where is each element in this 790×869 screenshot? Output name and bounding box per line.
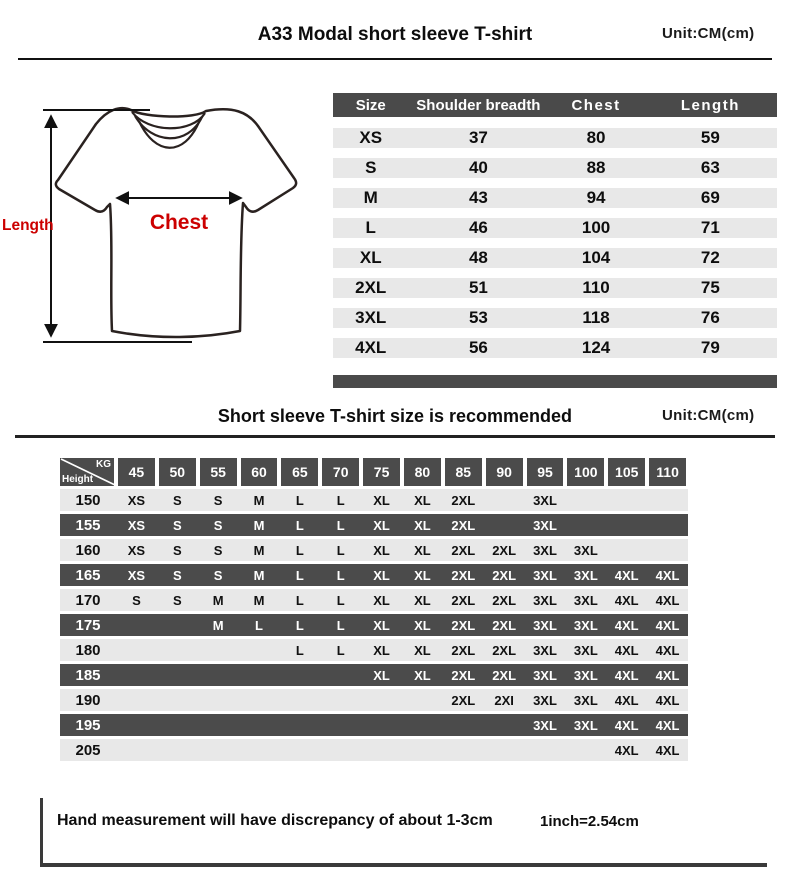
size-table-header: [333, 93, 777, 117]
matrix-size-cell: 3XL: [533, 567, 557, 583]
divider-line-top: [18, 58, 772, 60]
matrix-size-cell: 3XL: [573, 667, 598, 683]
matrix-size-cell: XL: [373, 517, 390, 533]
weight-header-cell: [484, 458, 525, 489]
size-cell-shoulder: 46: [468, 218, 488, 237]
matrix-size-cell: XL: [414, 517, 431, 533]
matrix-size-cell: 4XL: [655, 667, 680, 683]
size-table-row: [333, 188, 777, 208]
weight-header-cell: [647, 458, 688, 489]
matrix-size-cell: XL: [414, 567, 431, 583]
size-cell-shoulder: 37: [468, 128, 488, 147]
matrix-row-170: [60, 589, 688, 614]
matrix-size-cell: XS: [127, 517, 146, 533]
matrix-size-cell: M: [253, 567, 265, 583]
matrix-size-cell: XS: [127, 492, 146, 508]
unit-label-middle: Unit:CM(cm): [662, 407, 755, 424]
matrix-size-cell: 3XL: [533, 617, 557, 633]
matrix-size-cell: L: [336, 517, 345, 533]
matrix-size-cell: 4XL: [655, 742, 680, 758]
matrix-size-cell: 2XL: [451, 667, 476, 683]
size-table-row: [333, 128, 777, 148]
matrix-size-cell: XL: [414, 492, 431, 508]
weight-header-cell: [239, 458, 280, 489]
matrix-size-cell: L: [255, 617, 263, 633]
matrix-size-cell: L: [295, 567, 304, 583]
matrix-size-cell: L: [336, 642, 345, 658]
height-label: 175: [75, 616, 101, 634]
matrix-size-cell: 3XL: [533, 492, 557, 508]
matrix-size-cell: 2XL: [451, 517, 476, 533]
matrix-size-cell: 4XL: [655, 717, 680, 733]
matrix-row-175: [60, 614, 688, 639]
height-label: 190: [75, 691, 101, 709]
divider-line-middle: [15, 435, 775, 438]
matrix-row-185: [60, 664, 688, 689]
matrix-size-cell: M: [253, 517, 265, 533]
matrix-size-cell: 3XL: [533, 542, 557, 558]
height-label: 155: [75, 516, 101, 534]
matrix-size-cell: L: [336, 492, 345, 508]
matrix-size-cell: S: [172, 517, 182, 533]
weight-header-box: 90: [486, 458, 523, 486]
matrix-size-cell: 3XL: [573, 617, 598, 633]
col-header-size: Size: [355, 96, 386, 114]
matrix-size-cell: XL: [373, 617, 390, 633]
weight-header-cell: [443, 458, 484, 489]
size-table-row: [333, 218, 777, 238]
weight-header-box: 60: [241, 458, 278, 486]
size-table-row: [333, 248, 777, 268]
matrix-size-cell: 4XL: [655, 642, 680, 658]
page-title: A33 Modal short sleeve T-shirt: [257, 24, 533, 45]
matrix-size-cell: XL: [414, 617, 431, 633]
weight-header-box: 95: [527, 458, 564, 486]
weight-header-cell: [116, 458, 157, 489]
size-cell-chest: 110: [582, 278, 610, 297]
weight-header-cell: [279, 458, 320, 489]
size-cell-size: L: [365, 218, 376, 237]
matrix-size-cell: 4XL: [655, 692, 680, 708]
height-label: 160: [75, 541, 101, 559]
height-label: 195: [75, 716, 101, 734]
size-cell-length: 76: [700, 308, 720, 327]
matrix-size-cell: XL: [414, 592, 431, 608]
matrix-size-cell: XS: [127, 542, 146, 558]
matrix-size-cell: 3XL: [533, 592, 557, 608]
matrix-size-cell: L: [295, 617, 304, 633]
matrix-size-cell: 3XL: [533, 692, 557, 708]
footer-conversion: 1inch=2.54cm: [540, 813, 639, 830]
matrix-size-cell: S: [172, 542, 182, 558]
matrix-size-cell: XL: [414, 667, 431, 683]
size-cell-shoulder: 43: [468, 188, 488, 207]
size-cell-length: 63: [700, 158, 720, 177]
chest-label: Chest: [149, 211, 209, 234]
size-cell-length: 69: [700, 188, 720, 207]
matrix-row-190: [60, 689, 688, 714]
matrix-size-cell: 2XI: [494, 692, 514, 708]
matrix-size-cell: XL: [373, 592, 390, 608]
size-table-row: [333, 338, 777, 358]
matrix-size-cell: 4XL: [614, 742, 639, 758]
unit-label-top: Unit:CM(cm): [662, 25, 755, 42]
size-matrix: [60, 458, 688, 764]
matrix-size-cell: L: [336, 592, 345, 608]
size-cell-chest: 118: [582, 308, 610, 327]
matrix-size-cell: L: [295, 492, 304, 508]
size-cell-chest: 104: [581, 248, 611, 267]
matrix-size-cell: 2XL: [451, 642, 476, 658]
matrix-size-cell: S: [132, 592, 141, 608]
matrix-size-cell: L: [295, 517, 304, 533]
matrix-size-cell: M: [212, 617, 224, 633]
matrix-size-cell: 2XL: [492, 592, 517, 608]
weight-header-cell: [525, 458, 566, 489]
matrix-size-cell: XL: [373, 542, 390, 558]
matrix-size-cell: XS: [127, 567, 146, 583]
matrix-size-cell: 2XL: [492, 642, 517, 658]
size-cell-length: 72: [700, 248, 720, 267]
matrix-body: [60, 489, 688, 764]
size-cell-shoulder: 48: [468, 248, 488, 267]
matrix-size-cell: 2XL: [451, 492, 476, 508]
col-header-chest: Chest: [571, 96, 621, 114]
size-cell-size: XL: [359, 248, 382, 267]
col-header-length: Length: [680, 96, 740, 114]
footer-note: Hand measurement will have discrepancy of about 1-3cm: [57, 812, 493, 829]
weight-header-box: 100: [567, 458, 604, 486]
weight-header-box: 85: [445, 458, 482, 486]
size-cell-chest: 100: [581, 218, 611, 237]
corner-kg-label: KG: [96, 459, 111, 470]
height-label: 185: [75, 666, 101, 684]
matrix-size-cell: S: [172, 492, 182, 508]
matrix-size-cell: S: [213, 542, 223, 558]
matrix-size-cell: 4XL: [614, 642, 639, 658]
matrix-row-205: [60, 739, 688, 764]
weight-header-box: 75: [363, 458, 400, 486]
matrix-size-cell: 4XL: [655, 592, 680, 608]
matrix-size-cell: S: [213, 567, 223, 583]
matrix-size-cell: 4XL: [655, 567, 680, 583]
height-label: 170: [75, 591, 101, 609]
height-label: 150: [75, 491, 101, 509]
matrix-size-cell: 2XL: [492, 542, 517, 558]
matrix-size-cell: XL: [373, 642, 390, 658]
matrix-size-cell: 4XL: [614, 567, 639, 583]
matrix-row-160: [60, 539, 688, 564]
size-cell-chest: 88: [586, 158, 606, 177]
matrix-row-195: [60, 714, 688, 739]
size-table-row: [333, 308, 777, 328]
matrix-size-cell: L: [336, 567, 345, 583]
weight-header-cell: [198, 458, 239, 489]
matrix-size-cell: 4XL: [614, 617, 639, 633]
matrix-size-cell: L: [336, 542, 345, 558]
matrix-size-cell: S: [213, 492, 223, 508]
size-cell-chest: 124: [581, 338, 611, 357]
matrix-size-cell: 2XL: [451, 592, 476, 608]
matrix-size-cell: 4XL: [614, 667, 639, 683]
weight-header-box: 70: [322, 458, 359, 486]
matrix-size-cell: 3XL: [533, 642, 557, 658]
size-table-end-bar: [333, 375, 777, 388]
size-cell-size: 2XL: [355, 278, 387, 297]
size-cell-length: 71: [700, 218, 720, 237]
matrix-size-cell: L: [295, 542, 304, 558]
height-label: 180: [75, 641, 101, 659]
matrix-size-cell: 4XL: [614, 592, 639, 608]
matrix-size-cell: L: [336, 617, 345, 633]
matrix-size-cell: 3XL: [573, 692, 598, 708]
size-cell-chest: 94: [586, 188, 606, 207]
matrix-size-cell: XL: [373, 567, 390, 583]
matrix-size-cell: 3XL: [573, 592, 598, 608]
size-cell-length: 75: [700, 278, 720, 297]
size-cell-size: 3XL: [355, 308, 387, 327]
corner-height-label: Height: [62, 474, 94, 485]
size-cell-shoulder: 56: [468, 338, 488, 357]
matrix-size-cell: S: [213, 517, 223, 533]
matrix-corner-cell: [60, 458, 114, 486]
size-table-body: [333, 117, 777, 358]
matrix-size-cell: 4XL: [614, 692, 639, 708]
size-cell-shoulder: 51: [468, 278, 488, 297]
matrix-size-cell: 2XL: [492, 617, 517, 633]
height-label: 205: [75, 741, 101, 759]
matrix-size-cell: XL: [373, 667, 390, 683]
matrix-size-cell: M: [253, 492, 265, 508]
matrix-size-cell: S: [172, 592, 182, 608]
matrix-size-cell: 3XL: [533, 517, 557, 533]
weight-header-box: 45: [118, 458, 155, 486]
matrix-size-cell: 3XL: [573, 567, 598, 583]
footer-frame-vertical: [40, 798, 43, 867]
matrix-size-cell: 3XL: [573, 542, 598, 558]
size-cell-size: S: [365, 158, 377, 177]
matrix-size-cell: S: [172, 567, 182, 583]
matrix-row-180: [60, 639, 688, 664]
weight-header-cell: [606, 458, 647, 489]
matrix-row-155: [60, 514, 688, 539]
matrix-size-cell: 4XL: [655, 617, 680, 633]
size-cell-shoulder: 53: [468, 308, 488, 327]
weight-header-box: 80: [404, 458, 441, 486]
matrix-size-cell: 2XL: [492, 667, 517, 683]
matrix-size-cell: 2XL: [451, 542, 476, 558]
height-label: 165: [75, 566, 101, 584]
weight-header-box: 105: [608, 458, 645, 486]
matrix-size-cell: 3XL: [533, 667, 557, 683]
size-cell-size: M: [363, 188, 378, 207]
footer-frame-horizontal: [40, 863, 767, 867]
matrix-size-cell: M: [253, 592, 265, 608]
matrix-row-150: [60, 489, 688, 514]
matrix-size-cell: XL: [414, 542, 431, 558]
size-cell-size: XS: [359, 128, 383, 147]
weight-header-cell: [320, 458, 361, 489]
weight-header-cell: [157, 458, 198, 489]
length-label: Length: [2, 217, 54, 234]
matrix-size-cell: L: [295, 642, 304, 658]
weight-header-box: 55: [200, 458, 237, 486]
matrix-size-cell: XL: [373, 492, 390, 508]
size-table-row: [333, 278, 777, 298]
matrix-size-cell: 4XL: [614, 717, 639, 733]
matrix-size-cell: 2XL: [451, 617, 476, 633]
matrix-size-cell: 3XL: [533, 717, 557, 733]
weight-header-cell: [361, 458, 402, 489]
tshirt-diagram: [0, 93, 330, 363]
size-cell-size: 4XL: [355, 338, 387, 357]
matrix-header-row: [60, 458, 688, 489]
weight-header-cell: [402, 458, 443, 489]
size-table-row: [333, 158, 777, 178]
matrix-size-cell: 2XL: [492, 567, 517, 583]
matrix-size-cell: 2XL: [451, 692, 476, 708]
weight-header-box: 65: [281, 458, 318, 486]
size-cell-length: 59: [700, 128, 720, 147]
recommend-title: Short sleeve T-shirt size is recommended: [217, 406, 573, 426]
weight-header-box: 110: [649, 458, 686, 486]
size-cell-chest: 80: [586, 128, 606, 147]
matrix-size-cell: XL: [414, 642, 431, 658]
size-cell-shoulder: 40: [468, 158, 488, 177]
weight-header-box: 50: [159, 458, 196, 486]
size-cell-length: 79: [700, 338, 720, 357]
matrix-size-cell: 2XL: [451, 567, 476, 583]
matrix-size-cell: M: [253, 542, 265, 558]
size-table: [333, 93, 777, 368]
matrix-size-cell: 3XL: [573, 642, 598, 658]
weight-header-cell: [565, 458, 606, 489]
matrix-row-165: [60, 564, 688, 589]
col-header-shoulder: Shoulder breadth: [416, 96, 541, 114]
matrix-size-cell: M: [212, 592, 224, 608]
matrix-size-cell: 3XL: [573, 717, 598, 733]
matrix-size-cell: L: [295, 592, 304, 608]
